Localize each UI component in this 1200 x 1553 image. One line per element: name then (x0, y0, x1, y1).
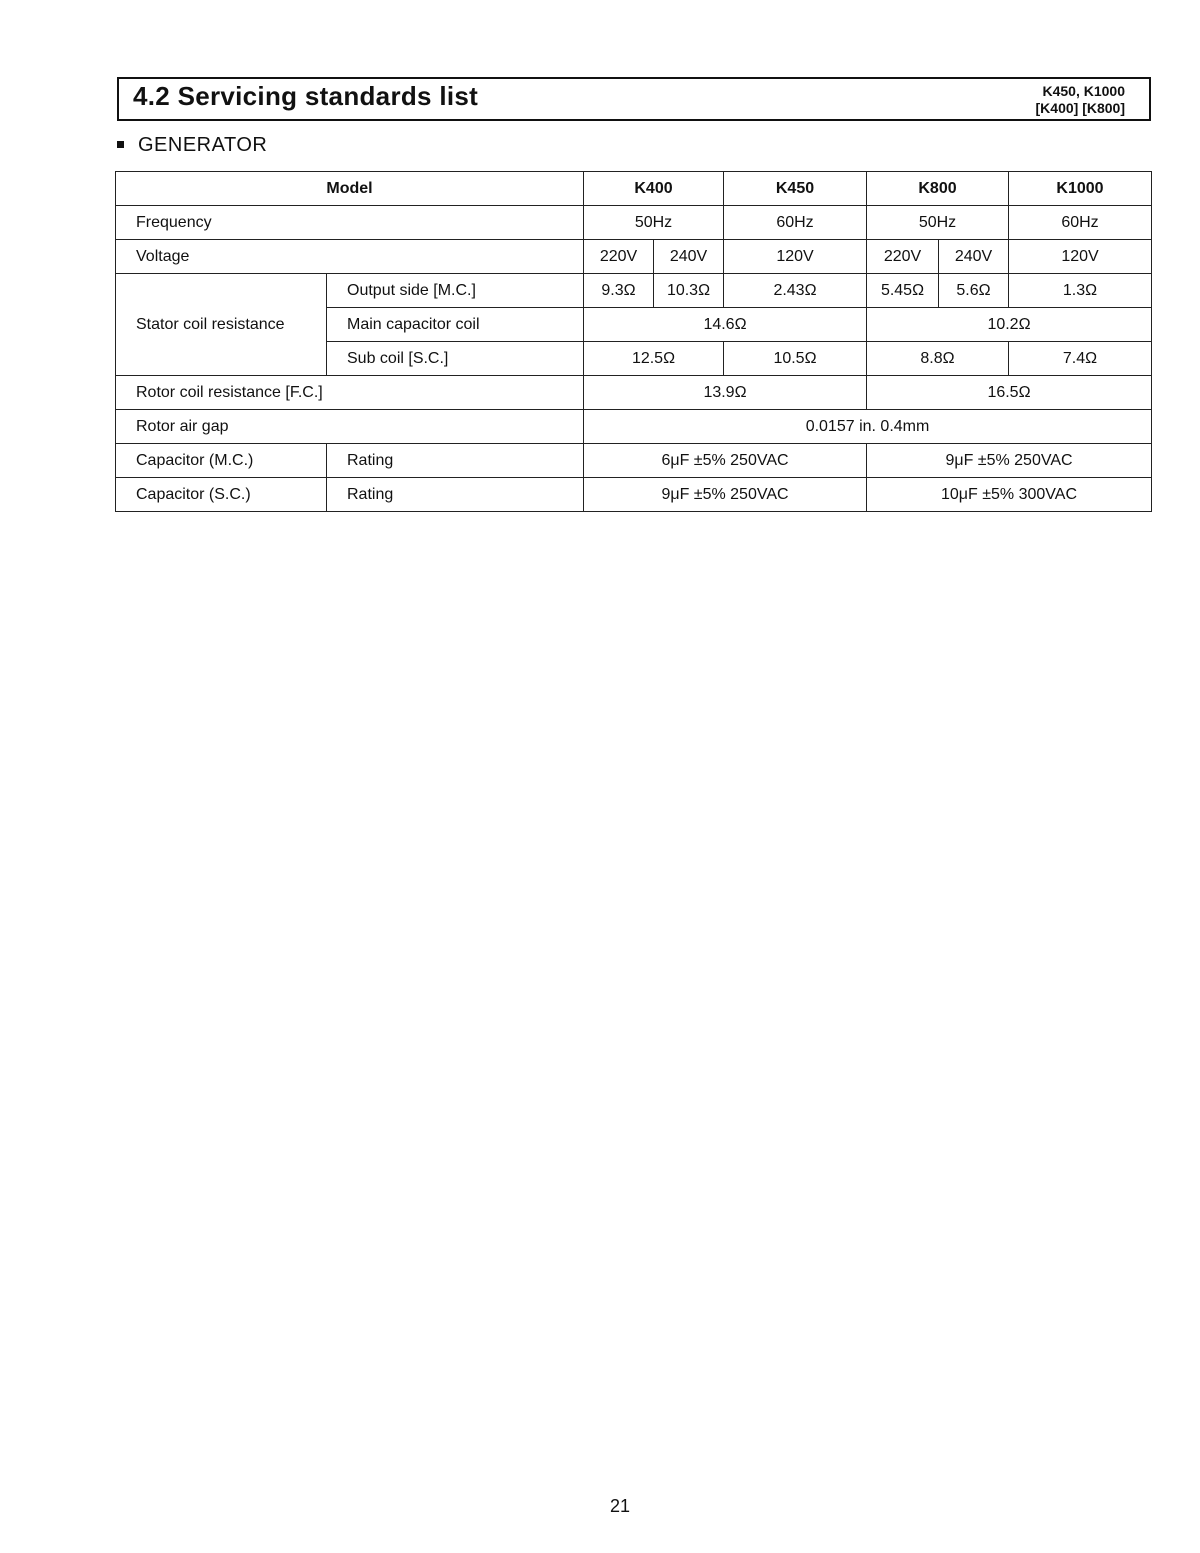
generator-subheading (117, 134, 267, 157)
rotor-air-gap-row (116, 410, 1152, 444)
table-cell: 13.9Ω (584, 376, 867, 410)
table-cell: 7.4Ω (1009, 342, 1152, 376)
servicing-standards-table (115, 171, 1152, 512)
model-k450: K450 (724, 172, 867, 206)
voltage-label: Voltage (116, 240, 584, 274)
model-label: Model (116, 172, 584, 206)
output-side-row (116, 274, 1152, 308)
table-cell: 0.0157 in. 0.4mm (584, 410, 1152, 444)
model-k1000: K1000 (1009, 172, 1152, 206)
capacitor-mc-row (116, 444, 1152, 478)
table-cell: 60Hz (724, 206, 867, 240)
capacitor-sc-label: Capacitor (S.C.) (116, 478, 327, 512)
models-line-1: K450, K1000 (1042, 83, 1125, 99)
model-k400: K400 (584, 172, 724, 206)
table-cell: 10.5Ω (724, 342, 867, 376)
capacitor-sc-row (116, 478, 1152, 512)
model-k800: K800 (867, 172, 1009, 206)
table-cell: 9μF ±5% 250VAC (867, 444, 1152, 478)
rotor-coil-label: Rotor coil resistance [F.C.] (116, 376, 584, 410)
table-cell: 12.5Ω (584, 342, 724, 376)
table-cell: 60Hz (1009, 206, 1152, 240)
table-cell: 120V (1009, 240, 1152, 274)
table-cell: 50Hz (584, 206, 724, 240)
model-row (116, 172, 1152, 206)
section-header (117, 77, 1151, 121)
table-cell: 10.3Ω (654, 274, 724, 308)
table-cell: 220V (584, 240, 654, 274)
subheading-text: GENERATOR (138, 134, 268, 156)
table-cell: 14.6Ω (584, 308, 867, 342)
voltage-row (116, 240, 1152, 274)
rotor-air-gap-label: Rotor air gap (116, 410, 584, 444)
table-cell: 5.6Ω (939, 274, 1009, 308)
section-title: 4.2 Servicing standards list (133, 81, 479, 111)
stator-coil-label: Stator coil resistance (116, 274, 327, 376)
rating-label: Rating (327, 478, 584, 512)
table-cell: 9μF ±5% 250VAC (584, 478, 867, 512)
models-line-2: [K400] [K800] (1035, 100, 1125, 116)
rotor-coil-row (116, 376, 1152, 410)
table-cell: 240V (654, 240, 724, 274)
table-cell: 10.2Ω (867, 308, 1152, 342)
table-cell: 240V (939, 240, 1009, 274)
table-cell: 1.3Ω (1009, 274, 1152, 308)
frequency-label: Frequency (116, 206, 584, 240)
table-cell: 9.3Ω (584, 274, 654, 308)
page-number: 21 (609, 1496, 631, 1516)
table-cell: 16.5Ω (867, 376, 1152, 410)
table-cell: 2.43Ω (724, 274, 867, 308)
table-cell: 10μF ±5% 300VAC (867, 478, 1152, 512)
table-cell: 5.45Ω (867, 274, 939, 308)
table-cell: 120V (724, 240, 867, 274)
sub-coil-label: Sub coil [S.C.] (327, 342, 584, 376)
output-side-label: Output side [M.C.] (327, 274, 584, 308)
bullet-icon (117, 141, 124, 148)
table-cell: 220V (867, 240, 939, 274)
table-cell: 6μF ±5% 250VAC (584, 444, 867, 478)
rating-label: Rating (327, 444, 584, 478)
table-cell: 50Hz (867, 206, 1009, 240)
main-capacitor-coil-label: Main capacitor coil (327, 308, 584, 342)
frequency-row (116, 206, 1152, 240)
capacitor-mc-label: Capacitor (M.C.) (116, 444, 327, 478)
table-cell: 8.8Ω (867, 342, 1009, 376)
